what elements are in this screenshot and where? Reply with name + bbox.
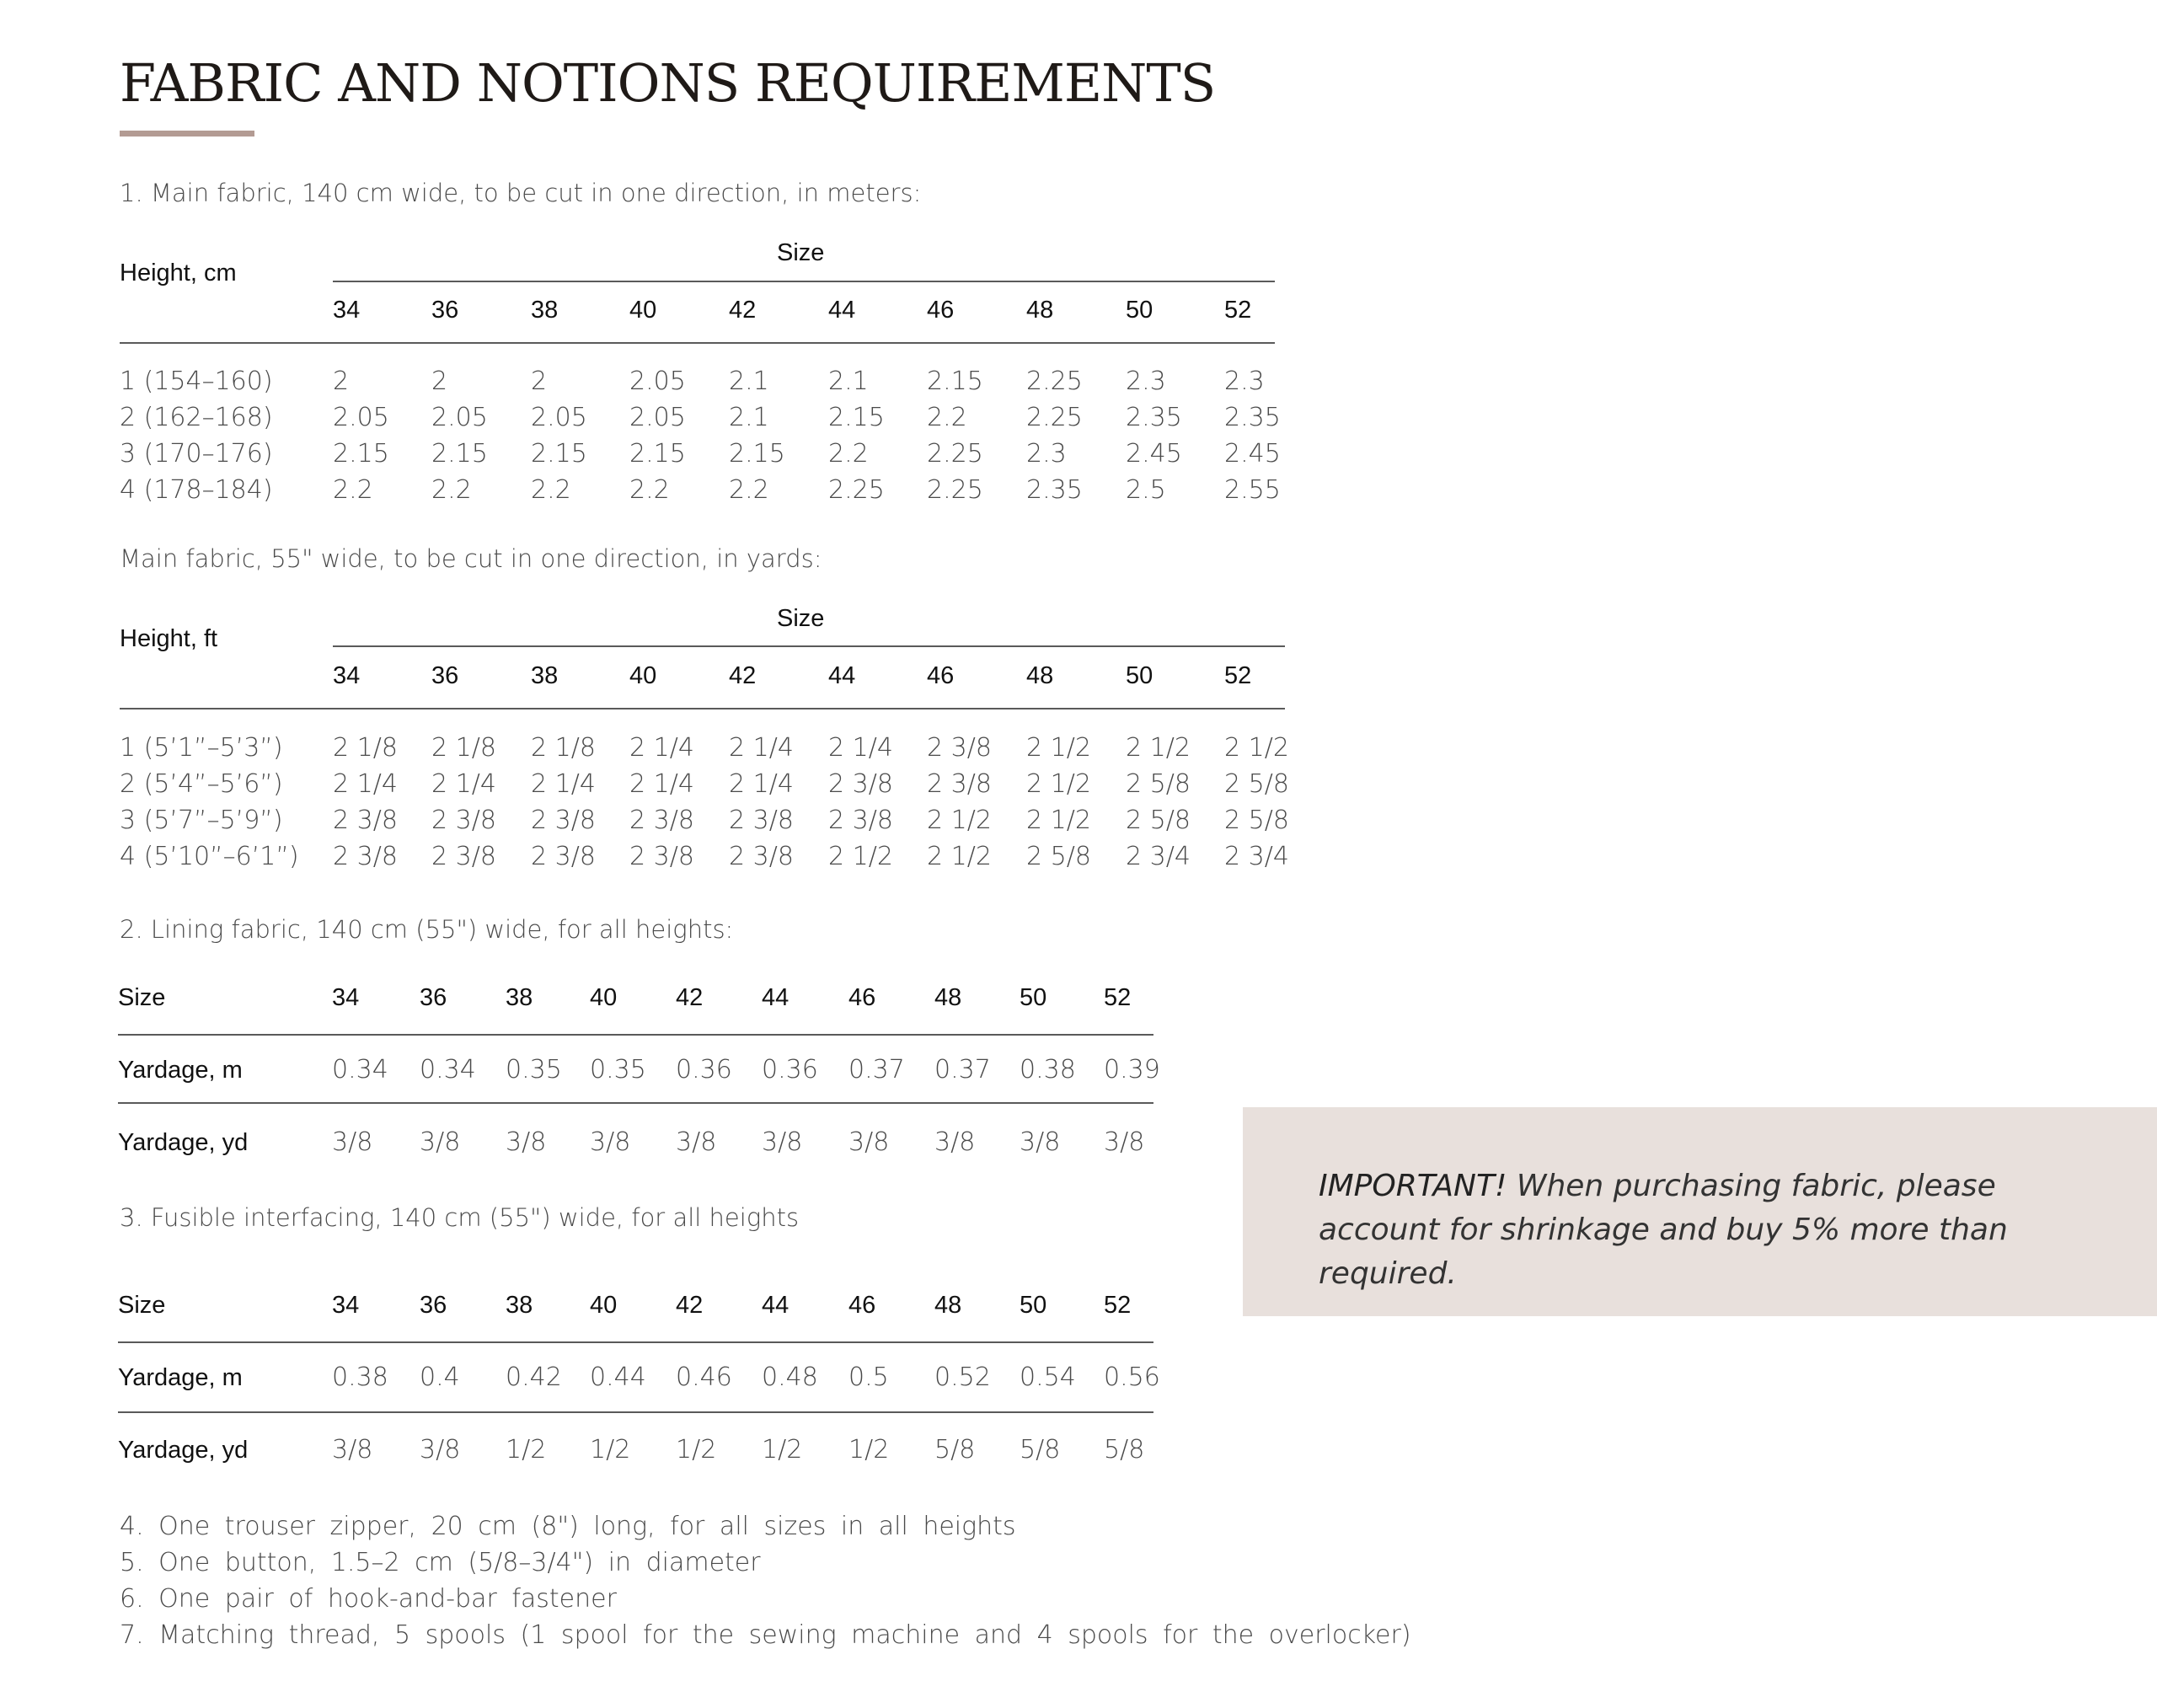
table-cell: 2.3: [1026, 439, 1067, 468]
size-column-header: 34: [332, 1292, 360, 1319]
section2-size-label: Size: [118, 984, 166, 1011]
yardage-m-cell: 0.4: [420, 1363, 460, 1392]
table-cell: 2 1/2: [828, 842, 893, 871]
table-cell: 2.25: [1026, 403, 1083, 432]
size-column-header: 34: [332, 984, 360, 1011]
row-label: 2 (5’4”–5’6”): [120, 769, 283, 799]
yardage-yd-cell: 5/8: [934, 1435, 976, 1464]
section1-size-rule: [333, 281, 1275, 282]
table-cell: 2.15: [333, 439, 389, 468]
table-cell: 2.35: [1126, 403, 1182, 432]
table-cell: 2 3/8: [927, 769, 992, 799]
yardage-m-cell: 0.52: [934, 1363, 991, 1392]
section2-heading: 2. Lining fabric, 140 cm (55") wide, for all heights:: [120, 915, 734, 944]
table-cell: 2.1: [729, 403, 769, 432]
yardage-m-cell: 0.34: [420, 1055, 476, 1084]
table-cell: 2.2: [431, 475, 472, 505]
table-cell: 2 3/8: [629, 842, 694, 871]
table-cell: 2 3/8: [431, 842, 496, 871]
size-column-header: 38: [531, 297, 559, 324]
section3-size-label: Size: [118, 1292, 166, 1319]
table-cell: 2 1/2: [1224, 733, 1289, 763]
section1b-header-rule: [120, 708, 1285, 709]
yardage-m-cell: 0.34: [332, 1055, 388, 1084]
notion-item: 5. One button, 1.5–2 cm (5/8–3/4") in diameter: [120, 1548, 761, 1577]
yardage-yd-cell: 1/2: [506, 1435, 547, 1464]
table-cell: 2 3/8: [729, 842, 794, 871]
yardage-m-cell: 0.42: [506, 1363, 562, 1392]
important-callout: [1243, 1107, 2157, 1316]
size-column-header: 46: [848, 984, 876, 1011]
table-cell: 2.05: [629, 367, 686, 396]
table-cell: 2 1/4: [431, 769, 496, 799]
section1b-heading: Main fabric, 55" wide, to be cut in one direction, in yards:: [120, 544, 822, 573]
table-cell: 2.35: [1224, 403, 1281, 432]
table-cell: 2 1/2: [1126, 733, 1191, 763]
table-cell: 2 3/8: [333, 842, 398, 871]
yardage-m-cell: 0.37: [934, 1055, 991, 1084]
yardage-yd-cell: 3/8: [590, 1127, 631, 1157]
row-label: 4 (5’10”–6’1”): [120, 842, 299, 871]
size-column-header: 52: [1104, 1292, 1132, 1319]
yardage-m-cell: 0.36: [676, 1055, 732, 1084]
table-cell: 2.2: [531, 475, 571, 505]
yardage-m-cell: 0.48: [762, 1363, 818, 1392]
title-underline: [120, 131, 254, 137]
size-column-header: 52: [1224, 297, 1252, 324]
section1-heading: 1. Main fabric, 140 cm wide, to be cut in one direction, in meters:: [120, 179, 922, 207]
size-column-header: 42: [676, 1292, 704, 1319]
size-column-header: 52: [1104, 984, 1132, 1011]
size-column-header: 40: [629, 297, 657, 324]
table-cell: 2 3/8: [629, 806, 694, 835]
size-column-header: 34: [333, 297, 361, 324]
table-cell: 2.05: [629, 403, 686, 432]
table-cell: 2.15: [629, 439, 686, 468]
section2-m-label: Yardage, m: [118, 1057, 243, 1084]
size-column-header: 48: [1026, 297, 1054, 324]
yardage-yd-cell: 1/2: [762, 1435, 803, 1464]
table-cell: 2 1/8: [333, 733, 398, 763]
table-cell: 2 1/2: [927, 806, 992, 835]
table-cell: 2.15: [431, 439, 488, 468]
yardage-yd-cell: 3/8: [332, 1435, 373, 1464]
row-label: 4 (178–184): [120, 475, 273, 505]
size-column-header: 36: [431, 297, 459, 324]
table-cell: 2 1/8: [531, 733, 596, 763]
size-column-header: 36: [431, 662, 459, 689]
yardage-m-cell: 0.39: [1104, 1055, 1160, 1084]
table-cell: 2 3/8: [828, 806, 893, 835]
size-column-header: 52: [1224, 662, 1252, 689]
table-cell: 2.3: [1126, 367, 1166, 396]
yardage-yd-cell: 3/8: [420, 1435, 461, 1464]
row-label: 1 (5’1”–5’3”): [120, 733, 283, 763]
table-cell: 2 3/4: [1224, 842, 1289, 871]
size-column-header: 34: [333, 662, 361, 689]
table-cell: 2 1/2: [1026, 733, 1091, 763]
table-cell: 2.2: [828, 439, 869, 468]
notion-item: 4. One trouser zipper, 20 cm (8") long, for all sizes in all heights: [120, 1512, 1016, 1541]
table-cell: 2 3/8: [531, 842, 596, 871]
table-cell: 2: [333, 367, 350, 396]
table-cell: 2 3/8: [729, 806, 794, 835]
table-cell: 2 3/8: [431, 806, 496, 835]
table-cell: 2 3/8: [828, 769, 893, 799]
yardage-m-cell: 0.56: [1104, 1363, 1160, 1392]
size-column-header: 44: [762, 984, 789, 1011]
size-column-header: 36: [420, 1292, 447, 1319]
section1-row-header: Height, cm: [120, 260, 237, 286]
yardage-yd-cell: 3/8: [676, 1127, 717, 1157]
important-body: When purchasing fabric, please account for shrinkage and buy 5% more than required.: [1319, 1169, 2008, 1291]
table-cell: 2.5: [1126, 475, 1166, 505]
table-cell: 2: [431, 367, 448, 396]
table-cell: 2 1/4: [828, 733, 893, 763]
table-cell: 2.25: [1026, 367, 1083, 396]
section3-m-label: Yardage, m: [118, 1364, 243, 1391]
section3-rule-2: [118, 1411, 1153, 1413]
yardage-yd-cell: 1/2: [676, 1435, 717, 1464]
size-column-header: 46: [927, 662, 955, 689]
table-cell: 2 5/8: [1224, 769, 1289, 799]
table-cell: 2 1/4: [629, 769, 694, 799]
yardage-m-cell: 0.36: [762, 1055, 818, 1084]
table-cell: 2.55: [1224, 475, 1281, 505]
table-cell: 2 1/2: [1026, 769, 1091, 799]
yardage-yd-cell: 5/8: [1104, 1435, 1145, 1464]
yardage-yd-cell: 1/2: [848, 1435, 890, 1464]
yardage-yd-cell: 3/8: [506, 1127, 547, 1157]
size-column-header: 46: [927, 297, 955, 324]
yardage-m-cell: 0.54: [1020, 1363, 1076, 1392]
table-cell: 2: [531, 367, 548, 396]
table-cell: 2.15: [927, 367, 983, 396]
yardage-yd-cell: 3/8: [420, 1127, 461, 1157]
table-cell: 2 1/8: [431, 733, 496, 763]
section1-size-label: Size: [777, 239, 825, 266]
table-cell: 2 1/4: [333, 769, 398, 799]
table-cell: 2 1/4: [629, 733, 694, 763]
size-column-header: 44: [762, 1292, 789, 1319]
page-title: FABRIC AND NOTIONS REQUIREMENTS: [120, 52, 1216, 114]
yardage-yd-cell: 3/8: [332, 1127, 373, 1157]
table-cell: 2.2: [629, 475, 670, 505]
size-column-header: 44: [828, 662, 856, 689]
size-column-header: 50: [1020, 984, 1047, 1011]
size-column-header: 50: [1126, 297, 1153, 324]
table-cell: 2.45: [1224, 439, 1281, 468]
size-column-header: 48: [934, 984, 962, 1011]
row-label: 1 (154–160): [120, 367, 273, 396]
table-cell: 2.15: [729, 439, 785, 468]
table-cell: 2.25: [927, 439, 983, 468]
size-column-header: 42: [729, 297, 757, 324]
table-cell: 2.15: [531, 439, 587, 468]
yardage-m-cell: 0.46: [676, 1363, 732, 1392]
section1b-row-header: Height, ft: [120, 625, 218, 652]
table-cell: 2.05: [431, 403, 488, 432]
size-column-header: 38: [506, 1292, 533, 1319]
table-cell: 2.05: [531, 403, 587, 432]
section1b-size-label: Size: [777, 605, 825, 632]
table-cell: 2.25: [927, 475, 983, 505]
table-cell: 2 3/8: [531, 806, 596, 835]
important-lead: IMPORTANT!: [1319, 1169, 1507, 1203]
size-column-header: 38: [531, 662, 559, 689]
table-cell: 2.1: [828, 367, 869, 396]
yardage-yd-cell: 3/8: [1104, 1127, 1145, 1157]
notion-item: 7. Matching thread, 5 spools (1 spool for the sewing machine and 4 spools for the overlocker): [120, 1620, 1411, 1650]
size-column-header: 38: [506, 984, 533, 1011]
notion-item: 6. One pair of hook-and-bar fastener: [120, 1584, 617, 1614]
size-column-header: 42: [729, 662, 757, 689]
section2-yd-label: Yardage, yd: [118, 1129, 249, 1156]
size-column-header: 44: [828, 297, 856, 324]
row-label: 3 (5’7”–5’9”): [120, 806, 283, 835]
table-cell: 2.05: [333, 403, 389, 432]
table-cell: 2 5/8: [1224, 806, 1289, 835]
table-cell: 2 3/8: [927, 733, 992, 763]
section2-rule-1: [118, 1034, 1153, 1036]
section1b-size-rule: [333, 645, 1285, 647]
yardage-yd-cell: 3/8: [1020, 1127, 1061, 1157]
table-cell: 2 1/4: [531, 769, 596, 799]
row-label: 3 (170–176): [120, 439, 273, 468]
table-cell: 2 1/4: [729, 769, 794, 799]
table-cell: 2 1/2: [1026, 806, 1091, 835]
table-cell: 2.25: [828, 475, 885, 505]
yardage-m-cell: 0.37: [848, 1055, 905, 1084]
yardage-yd-cell: 3/8: [762, 1127, 803, 1157]
table-cell: 2.3: [1224, 367, 1265, 396]
yardage-yd-cell: 3/8: [848, 1127, 890, 1157]
section3-yd-label: Yardage, yd: [118, 1437, 249, 1464]
table-cell: 2.35: [1026, 475, 1083, 505]
section2-rule-2: [118, 1102, 1153, 1104]
size-column-header: 46: [848, 1292, 876, 1319]
table-cell: 2.15: [828, 403, 885, 432]
table-cell: 2.2: [927, 403, 967, 432]
yardage-m-cell: 0.44: [590, 1363, 646, 1392]
table-cell: 2 3/4: [1126, 842, 1191, 871]
size-column-header: 36: [420, 984, 447, 1011]
table-cell: 2 3/8: [333, 806, 398, 835]
section1-header-rule: [120, 342, 1275, 344]
table-cell: 2 1/4: [729, 733, 794, 763]
table-cell: 2.1: [729, 367, 769, 396]
size-column-header: 50: [1126, 662, 1153, 689]
size-column-header: 48: [934, 1292, 962, 1319]
size-column-header: 40: [629, 662, 657, 689]
table-cell: 2.2: [729, 475, 769, 505]
section3-heading: 3. Fusible interfacing, 140 cm (55") wide, for all heights: [120, 1203, 800, 1232]
important-text: [1319, 1165, 2077, 1296]
yardage-yd-cell: 3/8: [934, 1127, 976, 1157]
yardage-m-cell: 0.38: [332, 1363, 388, 1392]
section3-rule-1: [118, 1341, 1153, 1343]
size-column-header: 50: [1020, 1292, 1047, 1319]
table-cell: 2.45: [1126, 439, 1182, 468]
yardage-m-cell: 0.35: [506, 1055, 562, 1084]
size-column-header: 42: [676, 984, 704, 1011]
size-column-header: 40: [590, 984, 618, 1011]
row-label: 2 (162–168): [120, 403, 273, 432]
size-column-header: 40: [590, 1292, 618, 1319]
yardage-yd-cell: 1/2: [590, 1435, 631, 1464]
table-cell: 2 5/8: [1026, 842, 1091, 871]
table-cell: 2 1/2: [927, 842, 992, 871]
yardage-m-cell: 0.5: [848, 1363, 889, 1392]
table-cell: 2 5/8: [1126, 769, 1191, 799]
table-cell: 2.2: [333, 475, 373, 505]
yardage-m-cell: 0.38: [1020, 1055, 1076, 1084]
size-column-header: 48: [1026, 662, 1054, 689]
table-cell: 2 5/8: [1126, 806, 1191, 835]
yardage-yd-cell: 5/8: [1020, 1435, 1061, 1464]
yardage-m-cell: 0.35: [590, 1055, 646, 1084]
